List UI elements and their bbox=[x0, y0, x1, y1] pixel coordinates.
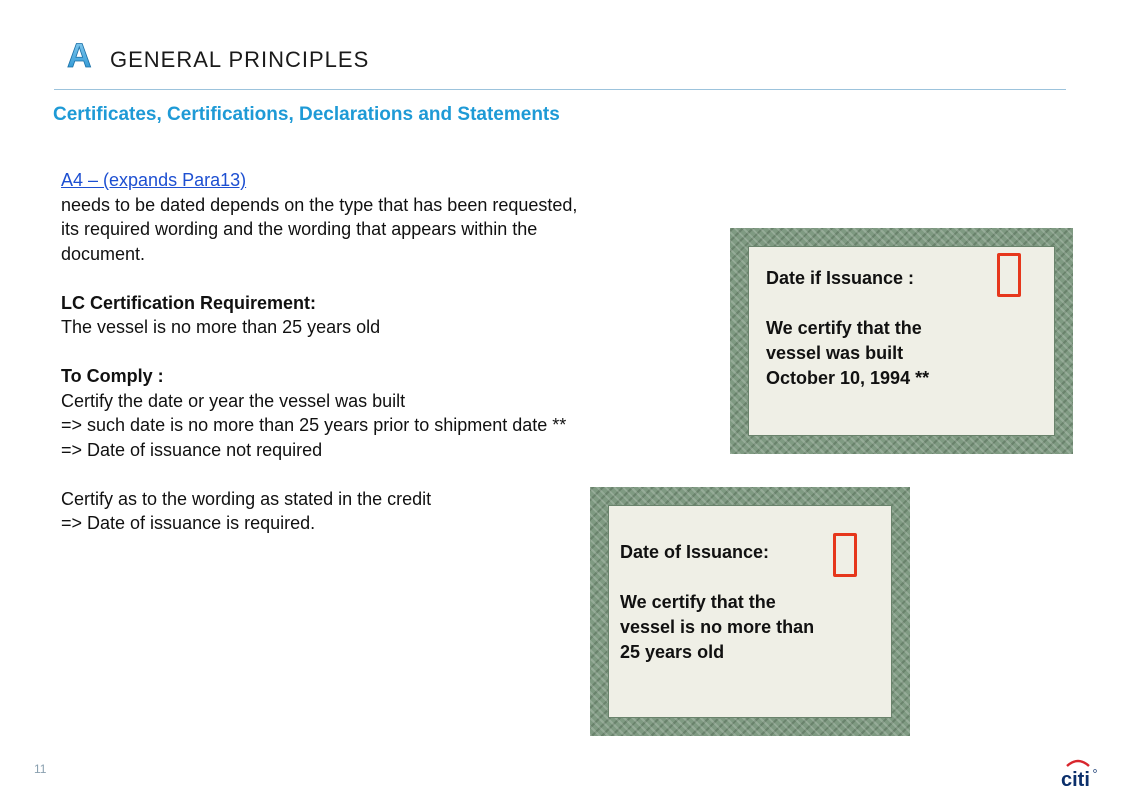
missing-glyph-icon bbox=[833, 533, 857, 577]
certificate-age-statement bbox=[590, 487, 910, 736]
certificate-line: We certify that the bbox=[620, 592, 776, 612]
section-title: GENERAL PRINCIPLES bbox=[110, 47, 370, 72]
intro-line: needs to be dated depends on the type that has been requested, bbox=[61, 194, 578, 215]
certificate-built-date bbox=[730, 228, 1073, 454]
svg-text:citi: citi bbox=[1061, 769, 1090, 790]
requirement-text: The vessel is no more than 25 years old bbox=[61, 317, 381, 337]
certificate-line: vessel was built bbox=[766, 343, 904, 363]
certificate-line: We certify that the bbox=[766, 318, 922, 338]
citi-logo bbox=[1058, 756, 1098, 790]
comply-line: => such date is no more than 25 years prior to shipment date ** bbox=[61, 415, 567, 435]
wording-line: => Date of issuance is required. bbox=[61, 513, 316, 533]
header-divider bbox=[54, 89, 1066, 90]
missing-glyph-icon bbox=[997, 253, 1021, 297]
page-number: 11 bbox=[34, 762, 47, 776]
comply-line: Certify the date or year the vessel was built bbox=[61, 390, 406, 411]
certificate-heading: Date if Issuance : bbox=[766, 268, 915, 288]
comply-line: => Date of issuance not required bbox=[61, 439, 323, 460]
body-text bbox=[61, 168, 781, 536]
section-letter-icon bbox=[66, 34, 96, 74]
intro-line: document. bbox=[61, 243, 146, 264]
comply-heading: To Comply : bbox=[61, 366, 164, 386]
certificate-line: vessel is no more than bbox=[620, 617, 815, 637]
certificate-line: October 10, 1994 ** bbox=[766, 368, 930, 388]
certificate-heading: Date of Issuance: bbox=[620, 542, 770, 562]
svg-text:A: A bbox=[67, 37, 92, 74]
page-subtitle: Certificates, Certifications, Declarations and Statements bbox=[53, 104, 560, 125]
wording-line: Certify as to the wording as stated in the credit bbox=[61, 488, 432, 509]
requirement-heading: LC Certification Requirement: bbox=[61, 292, 317, 313]
intro-line: its required wording and the wording that appears within the bbox=[61, 219, 538, 239]
certificate-line: 25 years old bbox=[620, 642, 725, 662]
para-reference-link[interactable]: A4 – (expands Para13) bbox=[61, 170, 247, 190]
